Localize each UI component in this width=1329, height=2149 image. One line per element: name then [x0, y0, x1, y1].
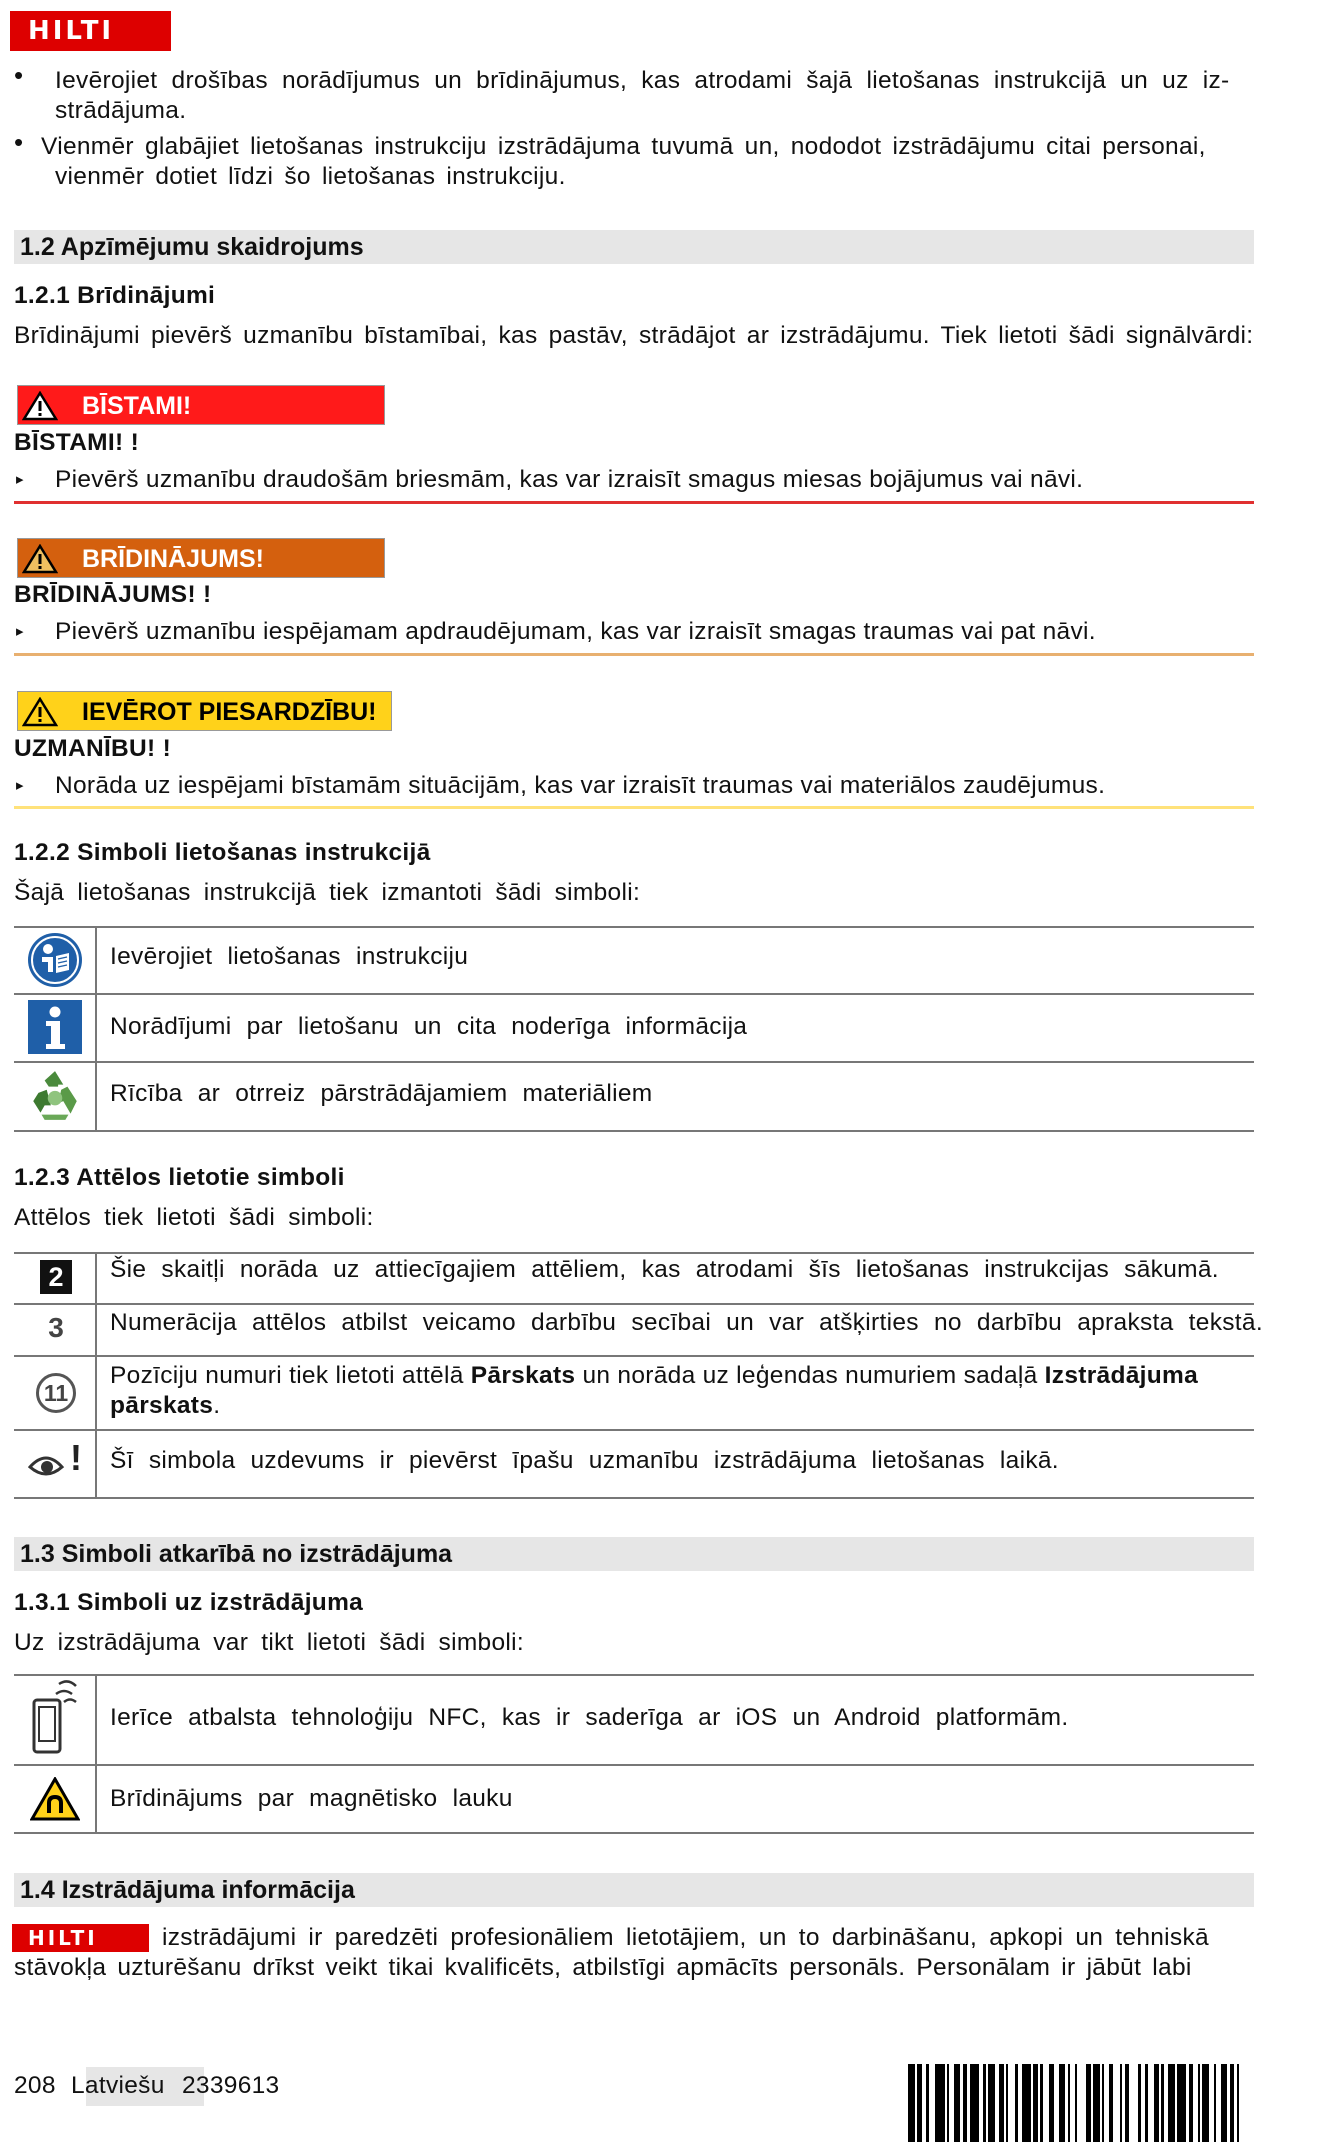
- arrow-marker: ▸: [16, 623, 24, 640]
- table-border: [14, 1832, 1254, 1834]
- signal-word: IEVĒROT PIESARDZĪBU!: [82, 698, 377, 726]
- desc-part: Pozīciju numuri tiek lietoti attēlā: [110, 1362, 471, 1389]
- desc-part-bold: Izstrādājuma: [1044, 1362, 1199, 1389]
- hilti-logo: [10, 11, 171, 51]
- warning-text: Pievērš uzmanību iespējamam apdraudējumam, kas var izraisīt smagas traumas vai pat nāvi.: [55, 618, 1096, 645]
- barcode-bar: [1043, 2064, 1050, 2142]
- figure-number: 2: [48, 1262, 64, 1292]
- warning-triangle-icon: [22, 697, 58, 727]
- barcode: [908, 2064, 1248, 2142]
- signal-label-warning: [17, 538, 385, 578]
- signal-label-caution: [17, 691, 392, 731]
- section-header-bar: [14, 1873, 1254, 1907]
- section-title: 1.4 Izstrādājuma informācija: [20, 1876, 355, 1904]
- barcode-bar: [1077, 2064, 1086, 2142]
- signal-word: BRĪDINĀJUMS!: [82, 545, 264, 573]
- paragraph-line1: izstrādājumi ir paredzēti profesionāliem lietotājiem, un to darbināšanu, apkopi un tehniskā: [162, 1924, 1209, 1951]
- paragraph: Šajā lietošanas instrukcijā tiek izmantoti šādi simboli:: [14, 879, 641, 906]
- footer-doc-number: 2339613: [182, 2072, 280, 2099]
- symbol-description: Norādījumi par lietošanu un cita noderīga informācija: [110, 1013, 748, 1040]
- footer-language: Latviešu: [71, 2072, 165, 2099]
- barcode-bar: [970, 2064, 979, 2142]
- hilti-logo-inline: [12, 1924, 149, 1952]
- arrow-marker: ▸: [16, 471, 24, 488]
- section-title: 1.3 Simboli atkarībā no izstrādājuma: [20, 1540, 453, 1568]
- exclamation-text: !: [70, 1437, 82, 1478]
- symbol-description: Ievērojiet lietošanas instrukciju: [110, 943, 469, 970]
- warning-triangle-icon: [22, 391, 58, 421]
- signal-label-danger: [17, 385, 385, 425]
- section-header-bar: [14, 230, 1254, 264]
- table-divider: [95, 1674, 97, 1834]
- table-border: [14, 1764, 1254, 1766]
- paragraph: Uz izstrādājuma var tikt lietoti šādi simboli:: [14, 1629, 524, 1656]
- barcode-bar: [1093, 2064, 1100, 2142]
- desc-part-bold: pārskats: [110, 1392, 214, 1419]
- symbol-description: Numerācija attēlos atbilst veicamo darbību secībai un var atšķirties no darbību apraksta tekstā.: [110, 1309, 1263, 1336]
- intro-bullet-2-line2: vienmēr dotiet līdzi šo lietošanas instrukciju.: [55, 163, 566, 190]
- symbol-description: [110, 1361, 1198, 1391]
- paragraph: Attēlos tiek lietoti šādi simboli:: [14, 1204, 374, 1231]
- desc-part: .: [213, 1392, 221, 1419]
- warning-rule: [14, 653, 1254, 656]
- intro-bullet-2-line1: Vienmēr glabājiet lietošanas instrukciju izstrādājuma tuvumā un, nododot izstrādājumu citai personai,: [41, 133, 1206, 160]
- step-number-icon: [40, 1310, 72, 1346]
- magnetic-field-warning-icon: [30, 1777, 80, 1821]
- symbol-description: Brīdinājums par magnētisko lauku: [110, 1785, 513, 1812]
- figure-number-icon: [40, 1260, 72, 1294]
- table-border: [14, 1497, 1254, 1499]
- exclamation-mark: [70, 1436, 82, 1480]
- barcode-bar: [1177, 2064, 1186, 2142]
- symbol-description: Rīcība ar otrreiz pārstrādājamiem materiāliem: [110, 1080, 653, 1107]
- nfc-phone-icon: [28, 1680, 82, 1760]
- section-header-bar: [14, 1537, 1254, 1571]
- barcode-bar: [1168, 2064, 1175, 2142]
- symbol-description: Šie skaitļi norāda uz attiecīgajiem attēliem, kas atrodami šīs lietošanas instrukcijas sākumā.: [110, 1256, 1219, 1283]
- position-number-icon: [36, 1373, 76, 1413]
- barcode-bar: [935, 2064, 944, 2142]
- bullet-marker: •: [14, 60, 24, 90]
- info-icon: [28, 1000, 82, 1054]
- table-border: [14, 1355, 1254, 1357]
- barcode-bar: [908, 2064, 915, 2142]
- paragraph: Brīdinājumi pievērš uzmanību bīstamībai, kas pastāv, strādājot ar izstrādājumu. Tiek lietoti šādi signālvārdi:: [14, 322, 1254, 349]
- table-border: [14, 1429, 1254, 1431]
- table-border: [14, 1674, 1254, 1676]
- subsection-title: 1.2.1 Brīdinājumi: [14, 282, 216, 309]
- barcode-bar: [1148, 2064, 1155, 2142]
- table-border: [14, 1303, 1254, 1305]
- subsection-title: 1.2.2 Simboli lietošanas instrukcijā: [14, 839, 431, 866]
- intro-bullet-1-line2: strādājuma.: [55, 97, 187, 124]
- logo-text: HILTI: [28, 1926, 98, 1950]
- barcode-bar: [954, 2064, 961, 2142]
- page-number: 208: [14, 2072, 56, 2099]
- paragraph-line2: stāvokļa uzturēšanu drīkst veikt tikai kvalificēts, atbilstīgi apmācīts personāls. Personālam ir jābūt labi: [14, 1954, 1192, 1981]
- barcode-bar: [1059, 2064, 1066, 2142]
- position-number: 11: [43, 1380, 69, 1406]
- section-title: 1.2 Apzīmējumu skaidrojums: [20, 233, 364, 261]
- warning-heading: BRĪDINĀJUMS! !: [14, 581, 212, 608]
- symbol-description: Šī simbola uzdevums ir pievērst īpašu uzmanību izstrādājuma lietošanas laikā.: [110, 1447, 1059, 1474]
- barcode-bar: [1239, 2064, 1248, 2142]
- intro-bullet-1-line1: Ievērojiet drošības norādījumus un brīdinājumus, kas atrodami šajā lietošanas instrukcijā un uz iz-: [55, 67, 1230, 94]
- signal-word: BĪSTAMI!: [82, 392, 192, 420]
- symbol-description-line2: [110, 1391, 220, 1421]
- warning-heading: UZMANĪBU! !: [14, 735, 172, 762]
- symbol-description: Ierīce atbalsta tehnoloģiju NFC, kas ir saderīga ar iOS un Android platformām.: [110, 1704, 1069, 1731]
- arrow-marker: ▸: [16, 777, 24, 794]
- warning-rule: [14, 501, 1254, 504]
- barcode-bar: [929, 2064, 936, 2142]
- barcode-bar: [988, 2064, 995, 2142]
- warning-text: Pievērš uzmanību draudošām briesmām, kas var izraisīt smagus miesas bojājumus vai nāvi.: [55, 466, 1084, 493]
- barcode-bar: [1022, 2064, 1031, 2142]
- subsection-title: 1.3.1 Simboli uz izstrādājuma: [14, 1589, 364, 1616]
- warning-triangle-icon: [22, 544, 58, 574]
- barcode-bar: [1008, 2064, 1015, 2142]
- warning-heading: BĪSTAMI! !: [14, 429, 140, 456]
- recycle-icon: [26, 1067, 84, 1125]
- bullet-marker: •: [14, 127, 24, 157]
- table-border: [14, 1130, 1254, 1132]
- table-border: [14, 1252, 1254, 1254]
- table-divider: [95, 1252, 97, 1499]
- step-number: 3: [48, 1312, 64, 1343]
- table-divider: [95, 926, 97, 1132]
- table-border: [14, 926, 1254, 928]
- barcode-bar: [1202, 2064, 1209, 2142]
- table-border: [14, 1061, 1254, 1063]
- barcode-bar: [1129, 2064, 1138, 2142]
- desc-part: un norāda uz leģendas numuriem sadaļā: [575, 1362, 1045, 1389]
- barcode-bar: [1221, 2064, 1228, 2142]
- desc-part-bold: Pārskats: [470, 1362, 576, 1389]
- subsection-title: 1.2.3 Attēlos lietotie simboli: [14, 1164, 345, 1191]
- warning-text: Norāda uz iespējami bīstamām situācijām, kas var izraisīt traumas vai materiālos zaudējumus.: [55, 772, 1106, 799]
- barcode-bar: [1113, 2064, 1120, 2142]
- table-border: [14, 993, 1254, 995]
- manual-book-icon: [27, 932, 83, 988]
- warning-rule: [14, 806, 1254, 809]
- logo-text: HILTI: [28, 16, 115, 46]
